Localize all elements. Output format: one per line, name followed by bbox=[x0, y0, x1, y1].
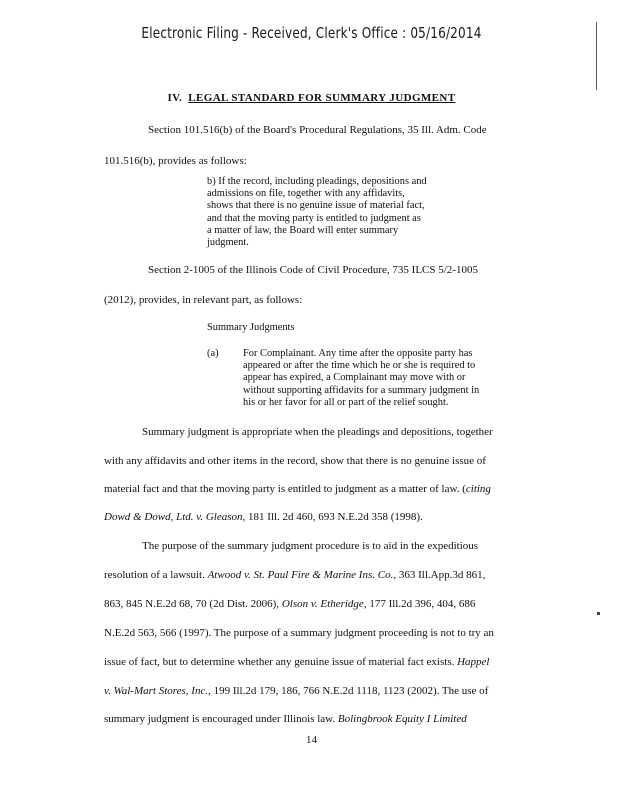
quote-line: a matter of law, the Board will enter summary bbox=[207, 224, 399, 236]
paragraph-4-line-1: The purpose of the summary judgment procedure is to aid in the expeditious bbox=[142, 540, 479, 552]
section-heading bbox=[0, 92, 623, 104]
paragraph-2-line-2: (2012), provides, in relevant part, as follows: bbox=[104, 294, 303, 306]
quote-line: admissions on file, together with any affidavits, bbox=[207, 188, 405, 200]
quote-line: For Complainant. Any time after the opposite party has bbox=[243, 348, 473, 359]
paragraph-3-line-2: with any affidavits and other items in the record, show that there is no genuine issue of bbox=[104, 455, 486, 467]
paragraph-3-line-1: Summary judgment is appropriate when the pleadings and depositions, together bbox=[142, 426, 493, 438]
margin-line bbox=[596, 22, 597, 90]
margin-mark bbox=[597, 612, 600, 615]
filing-stamp: Electronic Filing - Received, Clerk's Office : 05/16/2014 bbox=[141, 24, 482, 42]
section-title: LEGAL STANDARD FOR SUMMARY JUDGMENT bbox=[188, 92, 456, 104]
paragraph-3-line-4: Dowd & Dowd, Ltd. v. Gleason, 181 Ill. 2d 460, 693 N.E.2d 358 (1998). bbox=[104, 511, 423, 523]
section-number: IV. bbox=[167, 92, 183, 104]
paragraph-4-line-3: 863, 845 N.E.2d 68, 70 (2d Dist. 2006), Olson v. Etheridge, 177 Ill.2d 396, 404, 686 bbox=[104, 598, 476, 610]
quote-line: shows that there is no genuine issue of material fact, bbox=[207, 200, 425, 212]
quote-line: without supporting affidavits for a summary judgment in bbox=[243, 384, 480, 396]
paragraph-1-line-2: 101.516(b), provides as follows: bbox=[104, 155, 247, 167]
paragraph-4-line-6: v. Wal-Mart Stores, Inc., 199 Ill.2d 179, 186, 766 N.E.2d 1118, 1123 (2002). The use of bbox=[104, 685, 489, 697]
paragraph-2-line-1: Section 2-1005 of the Illinois Code of Civil Procedure, 735 ILCS 5/2-1005 bbox=[148, 264, 478, 276]
statute-subheading: Summary Judgments bbox=[207, 322, 295, 333]
quote-line: and that the moving party is entitled to judgment as bbox=[207, 212, 421, 224]
quote-line: b) If the record, including pleadings, depositions and bbox=[207, 176, 427, 187]
statute-quote bbox=[243, 348, 479, 409]
paragraph-1-line-1: Section 101.516(b) of the Board's Procedural Regulations, 35 Ill. Adm. Code bbox=[148, 124, 487, 136]
quote-line: his or her favor for all or part of the relief sought. bbox=[243, 396, 449, 408]
paragraph-4-line-2: resolution of a lawsuit. Atwood v. St. Paul Fire & Marine Ins. Co., 363 Ill.App.3d 861, bbox=[104, 569, 486, 581]
quote-line: appeared or after the time which he or she is required to bbox=[243, 360, 476, 372]
statute-item-label: (a) bbox=[207, 348, 219, 359]
paragraph-4-line-5: issue of fact, but to determine whether any genuine issue of material fact exists. Happel bbox=[104, 656, 490, 668]
page-number: 14 bbox=[306, 734, 317, 746]
quote-line: judgment. bbox=[207, 236, 249, 248]
paragraph-3-line-3: material fact and that the moving party is entitled to judgment as a matter of law. (citing bbox=[104, 483, 491, 495]
paragraph-4-line-7: summary judgment is encouraged under Illinois law. Bolingbrook Equity I Limited bbox=[104, 713, 467, 725]
regulation-quote bbox=[207, 176, 427, 249]
paragraph-4-line-4: N.E.2d 563, 566 (1997). The purpose of a summary judgment proceeding is not to try an bbox=[104, 627, 494, 639]
quote-line: appear has expired, a Complainant may move with or bbox=[243, 372, 466, 384]
